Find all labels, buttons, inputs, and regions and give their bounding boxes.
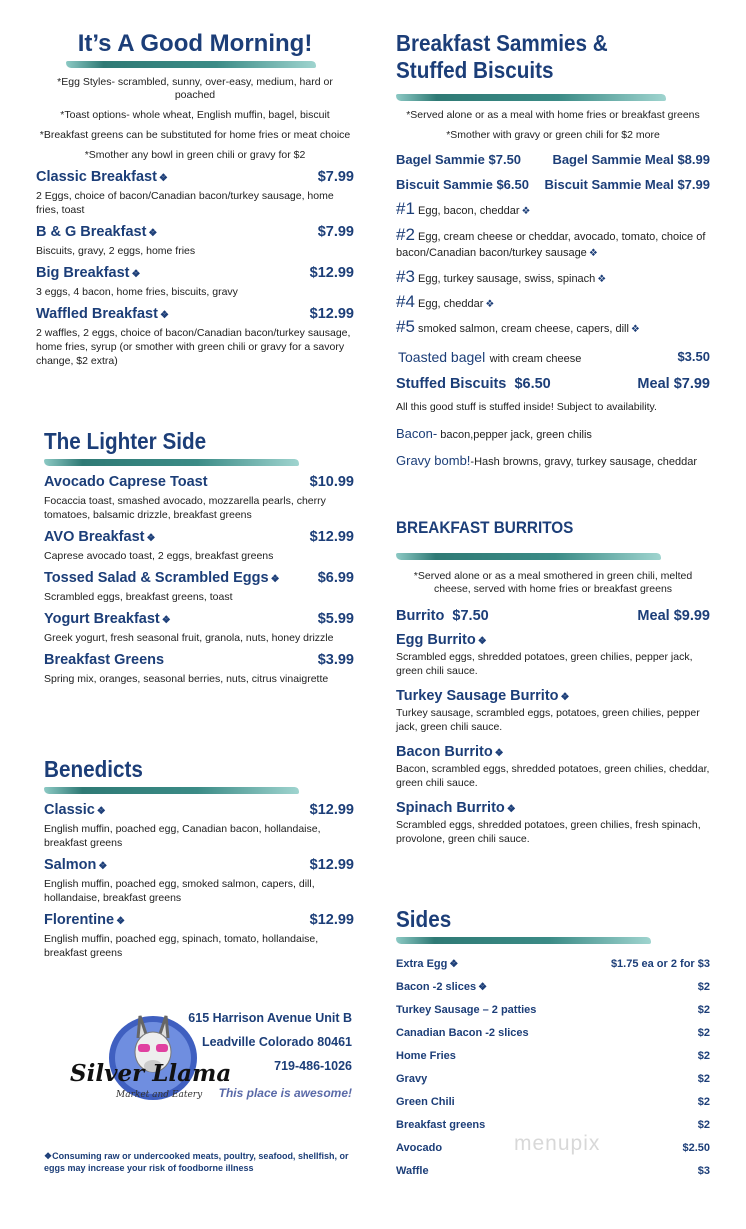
item-number: #1 (396, 199, 415, 218)
burrito-item (396, 744, 710, 790)
address-line2: Leadville Colorado 80461 (201, 1035, 352, 1049)
numbered-item (396, 199, 710, 219)
item-name: Gravy (396, 1072, 428, 1085)
diamond-icon: ❖ (158, 173, 168, 184)
burrito-item (396, 688, 710, 734)
diamond-icon: ❖ (597, 274, 607, 285)
menu-item (44, 529, 354, 563)
diamond-icon: ❖ (159, 310, 169, 321)
diamond-icon: ❖ (161, 615, 171, 626)
side-item (396, 952, 710, 975)
item-name: Bacon- (396, 426, 438, 441)
item-price: $3 (697, 1164, 710, 1177)
item-desc: Biscuits, gravy, 2 eggs, home fries (36, 245, 196, 257)
item-price: $7.99 (317, 224, 354, 240)
item-name: Toasted bagel (398, 349, 486, 365)
item-name: Green Chili (396, 1095, 455, 1108)
diamond-icon: ❖ (98, 861, 108, 872)
item-price: $1.75 ea or 2 for $3 (610, 957, 710, 970)
menu-item (36, 224, 354, 258)
menu-item (36, 265, 354, 299)
item-desc: Spring mix, oranges, seasonal berries, nuts, citrus vinaigrette (44, 673, 329, 685)
numbered-item (396, 317, 710, 337)
diamond-icon: ❖ (521, 206, 531, 217)
menu-item (44, 857, 354, 905)
item-price: $12.99 (309, 265, 354, 281)
numbered-item (396, 267, 710, 287)
side-item (396, 1021, 710, 1044)
side-item (396, 1067, 710, 1090)
item-desc: 2 waffles, 2 eggs, choice of bacon/Canadian bacon/turkey sausage, home fries, syrup (or smother with green chili or gravy for a savory change, $2 extra) (36, 327, 351, 367)
item-name: Bacon -2 slices (396, 980, 477, 993)
item-price: $2 (697, 1095, 710, 1108)
item-name: Turkey Sausage Burrito (396, 688, 559, 704)
gravy-biscuit (396, 453, 710, 468)
item-desc: 2 Eggs, choice of bacon/Canadian bacon/turkey sausage, home fries, toast (36, 190, 334, 216)
item-price: $2.50 (682, 1141, 710, 1154)
item-name: Home Fries (396, 1049, 456, 1062)
address-line1: 615 Harrison Avenue Unit B (188, 1011, 352, 1025)
item-name: Salmon (44, 857, 97, 873)
item-name: Burrito (396, 608, 445, 624)
item-name: Breakfast Greens (44, 652, 165, 668)
item-price: $7.99 (677, 177, 710, 192)
item-price: $2 (697, 1026, 710, 1039)
item-name: Meal (637, 608, 670, 624)
item-desc: Egg, bacon, cheddar (417, 205, 520, 217)
item-desc: All this good stuff is stuffed inside! Subject to availability. (396, 401, 657, 413)
item-price: $7.99 (317, 169, 354, 185)
diamond-icon: ❖ (485, 299, 495, 310)
numbered-item (396, 227, 710, 262)
item-price: $3.50 (677, 349, 710, 364)
item-name: Meal (637, 376, 670, 392)
item-name: Waffle (396, 1164, 429, 1177)
item-price: $6.50 (514, 376, 551, 392)
brush-divider (396, 94, 666, 101)
item-name: Bagel Sammie Meal (552, 152, 674, 167)
item-number: #4 (396, 292, 415, 311)
menu-item (44, 652, 354, 686)
section-title-sides: Sides (396, 906, 452, 932)
numbered-item (396, 292, 710, 312)
brush-divider (66, 61, 316, 68)
diamond-icon: ❖ (131, 269, 141, 280)
item-price: $3.99 (317, 652, 354, 668)
item-price: $7.99 (673, 376, 710, 392)
burrito-item (396, 800, 710, 846)
item-desc: Caprese avocado toast, 2 eggs, breakfast greens (44, 550, 274, 562)
menu-item (44, 474, 354, 522)
section-title-lighter: The Lighter Side (44, 428, 207, 454)
item-price: $2 (697, 980, 710, 993)
diamond-icon: ❖ (506, 804, 516, 815)
item-desc: with cream cheese (489, 353, 582, 365)
side-item (396, 975, 710, 998)
diamond-icon: ❖ (146, 533, 156, 544)
food-warning: ❖Consuming raw or undercooked meats, poultry, seafood, shellfish, or eggs may increase your risk of foodborne illness (44, 1151, 349, 1173)
item-name: Florentine (44, 912, 115, 928)
phone-number: 719-486-1026 (274, 1059, 352, 1073)
item-desc: Egg, cream cheese or cheddar, avocado, tomato, choice of bacon/Canadian bacon/turkey sausage (396, 231, 706, 259)
item-price: $12.99 (309, 802, 354, 818)
item-desc: Focaccia toast, smashed avocado, mozzarella pearls, cherry tomatoes, balsamic drizzle, breakfast greens (44, 495, 326, 521)
item-desc: English muffin, poached egg, smoked salmon, capers, dill, hollandaise, breakfast greens (44, 878, 315, 904)
item-name: Breakfast greens (396, 1118, 486, 1131)
menu-item (44, 912, 354, 960)
item-price: $8.99 (677, 152, 710, 167)
item-desc: Scrambled eggs, shredded potatoes, green chilies, pepper jack, green chili sauce. (396, 651, 693, 677)
item-name: Classic (44, 802, 95, 818)
item-desc: 3 eggs, 4 bacon, home fries, biscuits, gravy (36, 286, 238, 298)
item-price: $2 (697, 1049, 710, 1062)
item-name: Waffled Breakfast (36, 306, 158, 322)
item-name: Biscuit Sammie (396, 177, 493, 192)
item-name: Tossed Salad & Scrambled Eggs (44, 570, 269, 586)
diamond-icon: ❖ (478, 981, 488, 993)
slogan: This place is awesome! (218, 1086, 352, 1100)
item-desc: Bacon, scrambled eggs, shredded potatoes, green chilies, cheddar, green chili sauce. (396, 763, 710, 789)
burrito-price-row (396, 608, 710, 624)
brand-tagline: Market and Eatery (116, 1090, 203, 1100)
item-name: Extra Egg (396, 957, 448, 970)
diamond-icon: ❖ (477, 636, 487, 647)
note: *Toast options- whole wheat, English muffin, bagel, biscuit (60, 109, 330, 121)
item-desc: smoked salmon, cream cheese, capers, dill (417, 323, 629, 335)
menu-item (44, 570, 354, 604)
item-desc: Turkey sausage, scrambled eggs, potatoes, green chilies, pepper jack, green chili sauce. (396, 707, 700, 733)
item-price: $10.99 (309, 474, 354, 490)
side-item (396, 1044, 710, 1067)
item-name: B & G Breakfast (36, 224, 147, 240)
item-price: $7.50 (452, 608, 489, 624)
menu-item (44, 611, 354, 645)
item-name: Biscuit Sammie Meal (544, 177, 674, 192)
brush-divider (44, 459, 299, 466)
diamond-icon: ❖ (270, 574, 280, 585)
section-title-morning: It’s A Good Morning! (77, 30, 313, 57)
diamond-icon: ❖ (588, 248, 598, 259)
menu-item (44, 802, 354, 850)
item-name: Turkey Sausage – 2 patties (396, 1003, 537, 1016)
note: *Egg Styles- scrambled, sunny, over-easy, medium, hard or poached (57, 76, 333, 101)
item-price: $12.99 (309, 857, 354, 873)
item-desc: Egg, turkey sausage, swiss, spinach (417, 273, 596, 285)
item-price: $12.99 (309, 529, 354, 545)
menu-item (36, 306, 354, 368)
note: *Smother with gravy or green chili for $2 more (446, 129, 660, 141)
item-desc: Scrambled eggs, breakfast greens, toast (44, 591, 233, 603)
item-price: $6.99 (317, 570, 354, 586)
item-number: #5 (396, 317, 415, 336)
section-title-benedicts: Benedicts (44, 756, 143, 782)
brush-divider (396, 937, 651, 944)
item-name: AVO Breakfast (44, 529, 145, 545)
burrito-item (396, 632, 710, 678)
note: *Smother any bowl in green chili or gravy for $2 (84, 149, 306, 161)
diamond-icon: ❖ (96, 806, 106, 817)
price-row (396, 177, 710, 192)
brush-divider (396, 553, 661, 560)
side-item (396, 1090, 710, 1113)
section-title-burritos: BREAKFAST BURRITOS (396, 518, 574, 537)
bagel-row (396, 349, 710, 367)
note: *Served alone or as a meal smothered in green chili, melted cheese, served with home fries or breakfast greens (413, 570, 693, 595)
item-desc: Greek yogurt, fresh seasonal fruit, granola, nuts, honey drizzle (44, 632, 334, 644)
menu-item (36, 169, 354, 217)
item-number: #2 (396, 225, 415, 244)
note: *Breakfast greens can be substituted for home fries or meat choice (39, 129, 351, 141)
item-name: Stuffed Biscuits (396, 376, 507, 392)
item-name: Egg Burrito (396, 632, 476, 648)
item-price: $2 (697, 1003, 710, 1016)
item-name: Spinach Burrito (396, 800, 505, 816)
item-name: Big Breakfast (36, 265, 130, 281)
item-price: $2 (697, 1072, 710, 1085)
item-desc: Egg, cheddar (417, 298, 484, 310)
brand-name: Silver Llama (70, 1060, 232, 1087)
diamond-icon: ❖ (116, 916, 126, 927)
item-price: $2 (697, 1118, 710, 1131)
side-item (396, 1159, 710, 1182)
item-price: $12.99 (309, 306, 354, 322)
item-name: Classic Breakfast (36, 169, 157, 185)
item-desc: English muffin, poached egg, Canadian bacon, hollandaise, breakfast greens (44, 823, 321, 849)
item-desc: English muffin, poached egg, spinach, tomato, hollandaise, breakfast greens (44, 933, 319, 959)
stuffed-price-row (396, 376, 710, 392)
brush-divider (44, 787, 299, 794)
watermark: menupix (514, 1132, 601, 1155)
item-price: $5.99 (317, 611, 354, 627)
item-price: $7.50 (488, 152, 522, 167)
item-price: $9.99 (673, 608, 710, 624)
side-item (396, 998, 710, 1021)
item-name: Yogurt Breakfast (44, 611, 160, 627)
diamond-icon: ❖ (494, 748, 504, 759)
diamond-icon: ❖ (449, 958, 459, 970)
diamond-icon: ❖ (560, 692, 570, 703)
item-number: #3 (396, 267, 415, 286)
item-desc: -Hash browns, gravy, turkey sausage, cheddar (470, 456, 698, 468)
item-name: Avocado (396, 1141, 443, 1154)
item-name: Gravy bomb! (396, 453, 471, 468)
item-desc: Scrambled eggs, shredded potatoes, green chilies, fresh spinach, provolone, green chili sauce. (396, 819, 701, 845)
section-title-sammies: Breakfast Sammies & Stuffed Biscuits (396, 30, 608, 83)
item-name: Bagel Sammie (396, 152, 485, 167)
item-name: Avocado Caprese Toast (44, 474, 208, 490)
diamond-icon: ❖ (148, 228, 158, 239)
price-row (396, 152, 710, 167)
item-name: Canadian Bacon -2 slices (396, 1026, 529, 1039)
note: *Served alone or as a meal with home fries or breakfast greens (406, 109, 700, 121)
item-name: Bacon Burrito (396, 744, 493, 760)
item-desc: bacon,pepper jack, green chilis (440, 429, 592, 441)
diamond-icon: ❖ (630, 324, 640, 335)
item-price: $6.50 (496, 177, 529, 192)
item-price: $12.99 (309, 912, 354, 928)
bacon-biscuit (396, 426, 710, 441)
